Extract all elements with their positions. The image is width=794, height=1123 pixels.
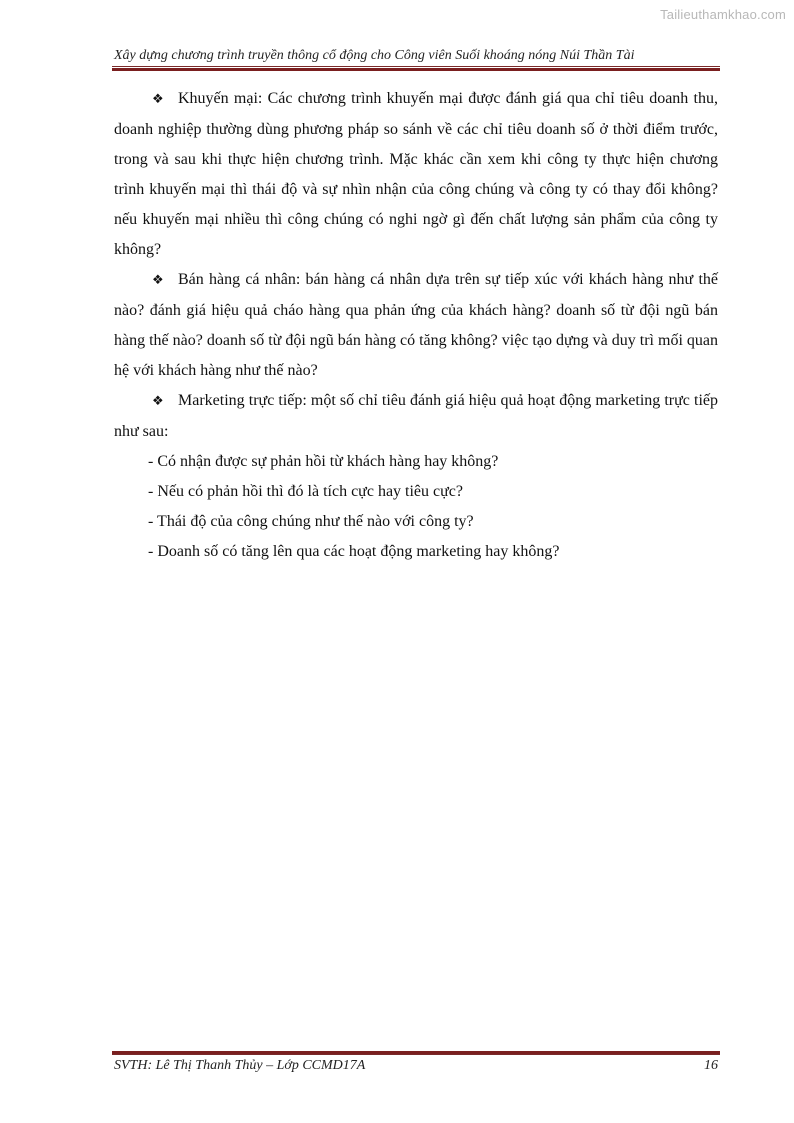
diamond-bullet-icon: ❖ xyxy=(152,273,164,288)
diamond-bullet-icon: ❖ xyxy=(152,92,164,107)
footer-divider xyxy=(112,1050,720,1055)
paragraph-marketing-truc-tiep xyxy=(114,386,718,447)
list-item: - Doanh số có tăng lên qua các hoạt động marketing hay không? xyxy=(148,543,560,560)
running-header-title: Xây dựng chương trình truyền thông cổ động cho Công viên Suối khoáng nóng Núi Thần Tài xyxy=(114,48,635,63)
header-divider xyxy=(112,66,720,71)
watermark: Tailieuthamkhao.com xyxy=(660,7,786,22)
footer-author: SVTH: Lê Thị Thanh Thủy – Lớp CCMD17A xyxy=(114,1058,366,1073)
diamond-bullet-icon: ❖ xyxy=(152,394,164,409)
paragraph-khuyen-mai xyxy=(114,84,718,265)
list-item: - Nếu có phản hồi thì đó là tích cực hay tiêu cực? xyxy=(148,483,464,500)
paragraph-text: Marketing trực tiếp: một số chỉ tiêu đánh giá hiệu quả hoạt động marketing trực tiếp như sau: xyxy=(114,392,718,440)
list-item: - Có nhận được sự phản hồi từ khách hàng hay không? xyxy=(148,453,499,470)
list-item: - Thái độ của công chúng như thế nào với công ty? xyxy=(148,513,474,530)
paragraph-text: Bán hàng cá nhân: bán hàng cá nhân dựa trên sự tiếp xúc với khách hàng như thế nào? đánh giá hiệu quả cháo hàng qua phản ứng của khách hàng? doanh số từ đội ngũ bán hàng thế nào? doanh số từ đội ngũ bán hàng có tăng không? việc tạo dựng và duy trì mối quan hệ với khách hàng như thế nào? xyxy=(114,271,718,379)
paragraph-text: Khuyến mại: Các chương trình khuyến mại được đánh giá qua chỉ tiêu doanh thu, doanh nghiệp thường dùng phương pháp so sánh về các chỉ tiêu doanh số ở thời điểm trước, trong và sau khi thực hiện chương trình. Mặc khác cần xem khi công ty thực hiện chương trình khuyến mại thì thái độ và sự nhìn nhận của công chúng và công ty có thay đổi không? nếu khuyến mại nhiều thì công chúng có nghi ngờ gì đến chất lượng sản phẩm của công ty không? xyxy=(114,90,718,258)
page-body xyxy=(114,84,718,567)
paragraph-ban-hang-ca-nhan xyxy=(114,265,718,386)
page-number: 16 xyxy=(704,1058,718,1073)
